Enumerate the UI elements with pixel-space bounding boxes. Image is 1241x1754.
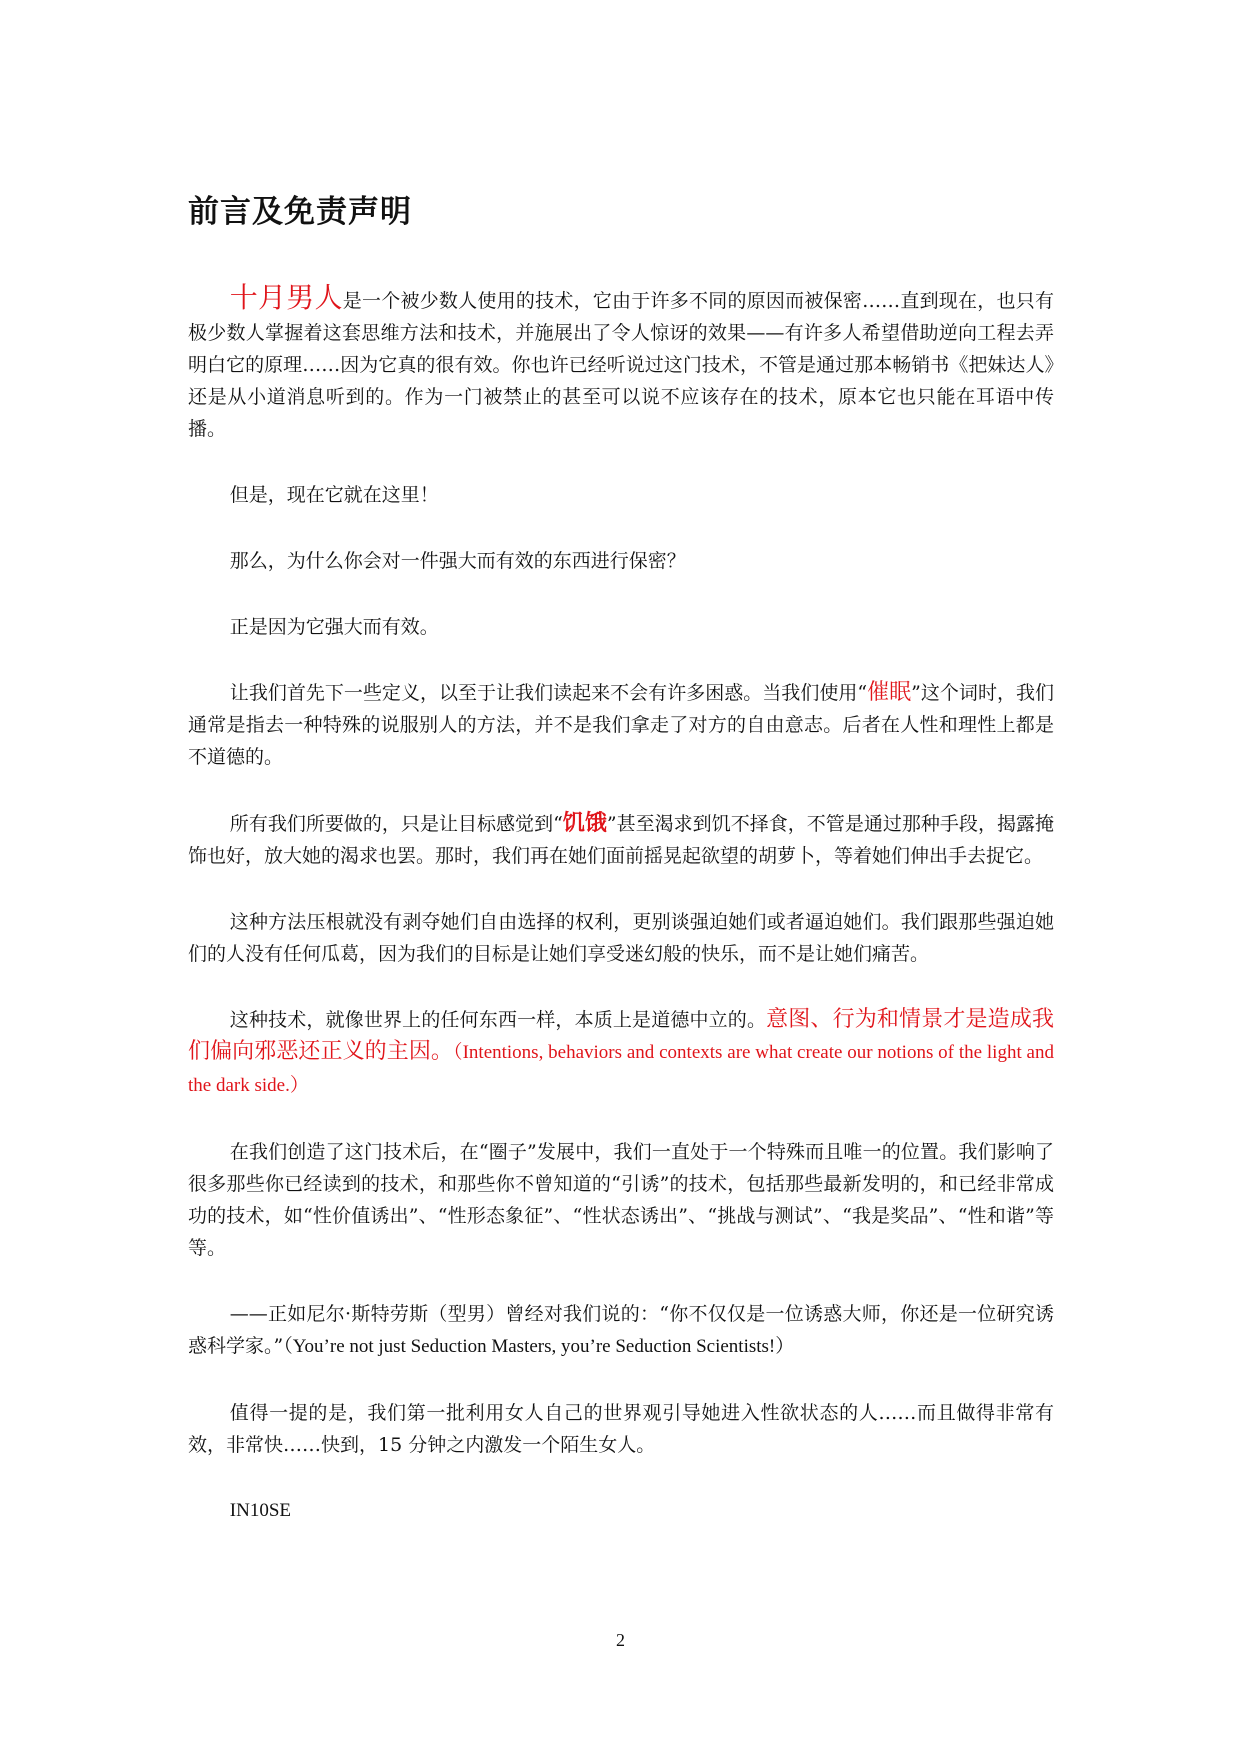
signature: IN10SE	[229, 1500, 292, 1521]
paragraph-text: 这种技术，就像世界上的任何东西一样，本质上是道德中立的。	[229, 1009, 767, 1031]
paragraph: 正是因为它强大而有效。	[229, 616, 439, 638]
paragraph-text: ”这个词时，我们通常是指去一种特殊的说服别人的方法，并不是我们拿走了对方的自由意志。后者在人性和理性上都是不道德的。	[188, 682, 1054, 768]
paragraph-moral-neutral	[188, 1004, 1054, 1102]
paragraph-intro	[188, 282, 1054, 445]
paragraph-text: 让我们首先下一些定义，以至于让我们读起来不会有许多困惑。当我们使用“	[229, 682, 868, 704]
page-number: 2	[616, 1630, 625, 1650]
paragraph: 值得一提的是，我们第一批利用女人自己的世界观引导她进入性欲状态的人……而且做得非常有效，非常快……快到，15 分钟之内激发一个陌生女人。	[188, 1402, 1054, 1456]
paragraph: 但是，现在它就在这里！	[229, 484, 439, 506]
paragraph: 这种方法压根就没有剥夺她们自由选择的权利，更别谈强迫她们或者逼迫她们。我们跟那些强迫她们的人没有任何瓜葛，因为我们的目标是让她们享受迷幻般的快乐，而不是让她们痛苦。	[188, 911, 1054, 965]
highlight-statement: 意图、行为和情景才是造成我们偏向邪恶还正义的主因。	[188, 1007, 1054, 1064]
paragraph: 那么，为什么你会对一件强大而有效的东西进行保密？	[229, 550, 686, 572]
page-title: 前言及免责声明	[188, 194, 412, 230]
highlight-term: 催眠	[867, 680, 912, 705]
document-body	[188, 282, 1054, 1561]
paragraph-text: 所有我们所要做的，只是让目标感觉到“	[229, 813, 563, 835]
paragraph-text: ——正如尼尔·斯特劳斯（型男）曾经对我们说的：“你不仅仅是一位诱惑大师，你还是一位研究诱惑科学家。”	[188, 1303, 1054, 1357]
english-quote: （You’re not just Seduction Masters, you’re Seduction Scientists!）	[283, 1336, 795, 1357]
paragraph-hypnosis	[188, 677, 1054, 773]
paragraph-hunger	[188, 807, 1054, 872]
highlight-term: 饥饿	[562, 810, 607, 836]
paragraph-text: ”甚至渴求到饥不择食，不管是通过那种手段，揭露掩饰也好，放大她的渴求也罢。那时，我们再在她们面前摇晃起欲望的胡萝卜，等着她们伸出手去捉它。	[188, 813, 1054, 867]
paragraph: 在我们创造了这门技术后，在“圈子”发展中，我们一直处于一个特殊而且唯一的位置。我们影响了很多那些你已经读到的技术，和那些你不曾知道的“引诱”的技术，包括那些最新发明的，和已经非常成功的技术，如“性价值诱出”、“性形态象征”、“性状态诱出”、“挑战与测试”、“我是奖品”、“性和谐”等等。	[188, 1141, 1054, 1259]
paragraph-quote	[188, 1298, 1054, 1363]
english-translation: （Intentions, behaviors and contexts are what create our notions of the light and the dark side.）	[188, 1042, 1054, 1096]
paragraph-text: 是一个被少数人使用的技术，它由于许多不同的原因而被保密……直到现在，也只有极少数人掌握着这套思维方法和技术，并施展出了令人惊讶的效果——有许多人希望借助逆向工程去弄明白它的原理……因为它真的很有效。你也许已经听说过这门技术，不管是通过那本畅销书《把妹达人》还是从小道消息听到的。作为一门被禁止的甚至可以说不应该存在的技术，原本它也只能在耳语中传播。	[188, 290, 1054, 440]
highlight-term: 十月男人	[229, 281, 343, 314]
